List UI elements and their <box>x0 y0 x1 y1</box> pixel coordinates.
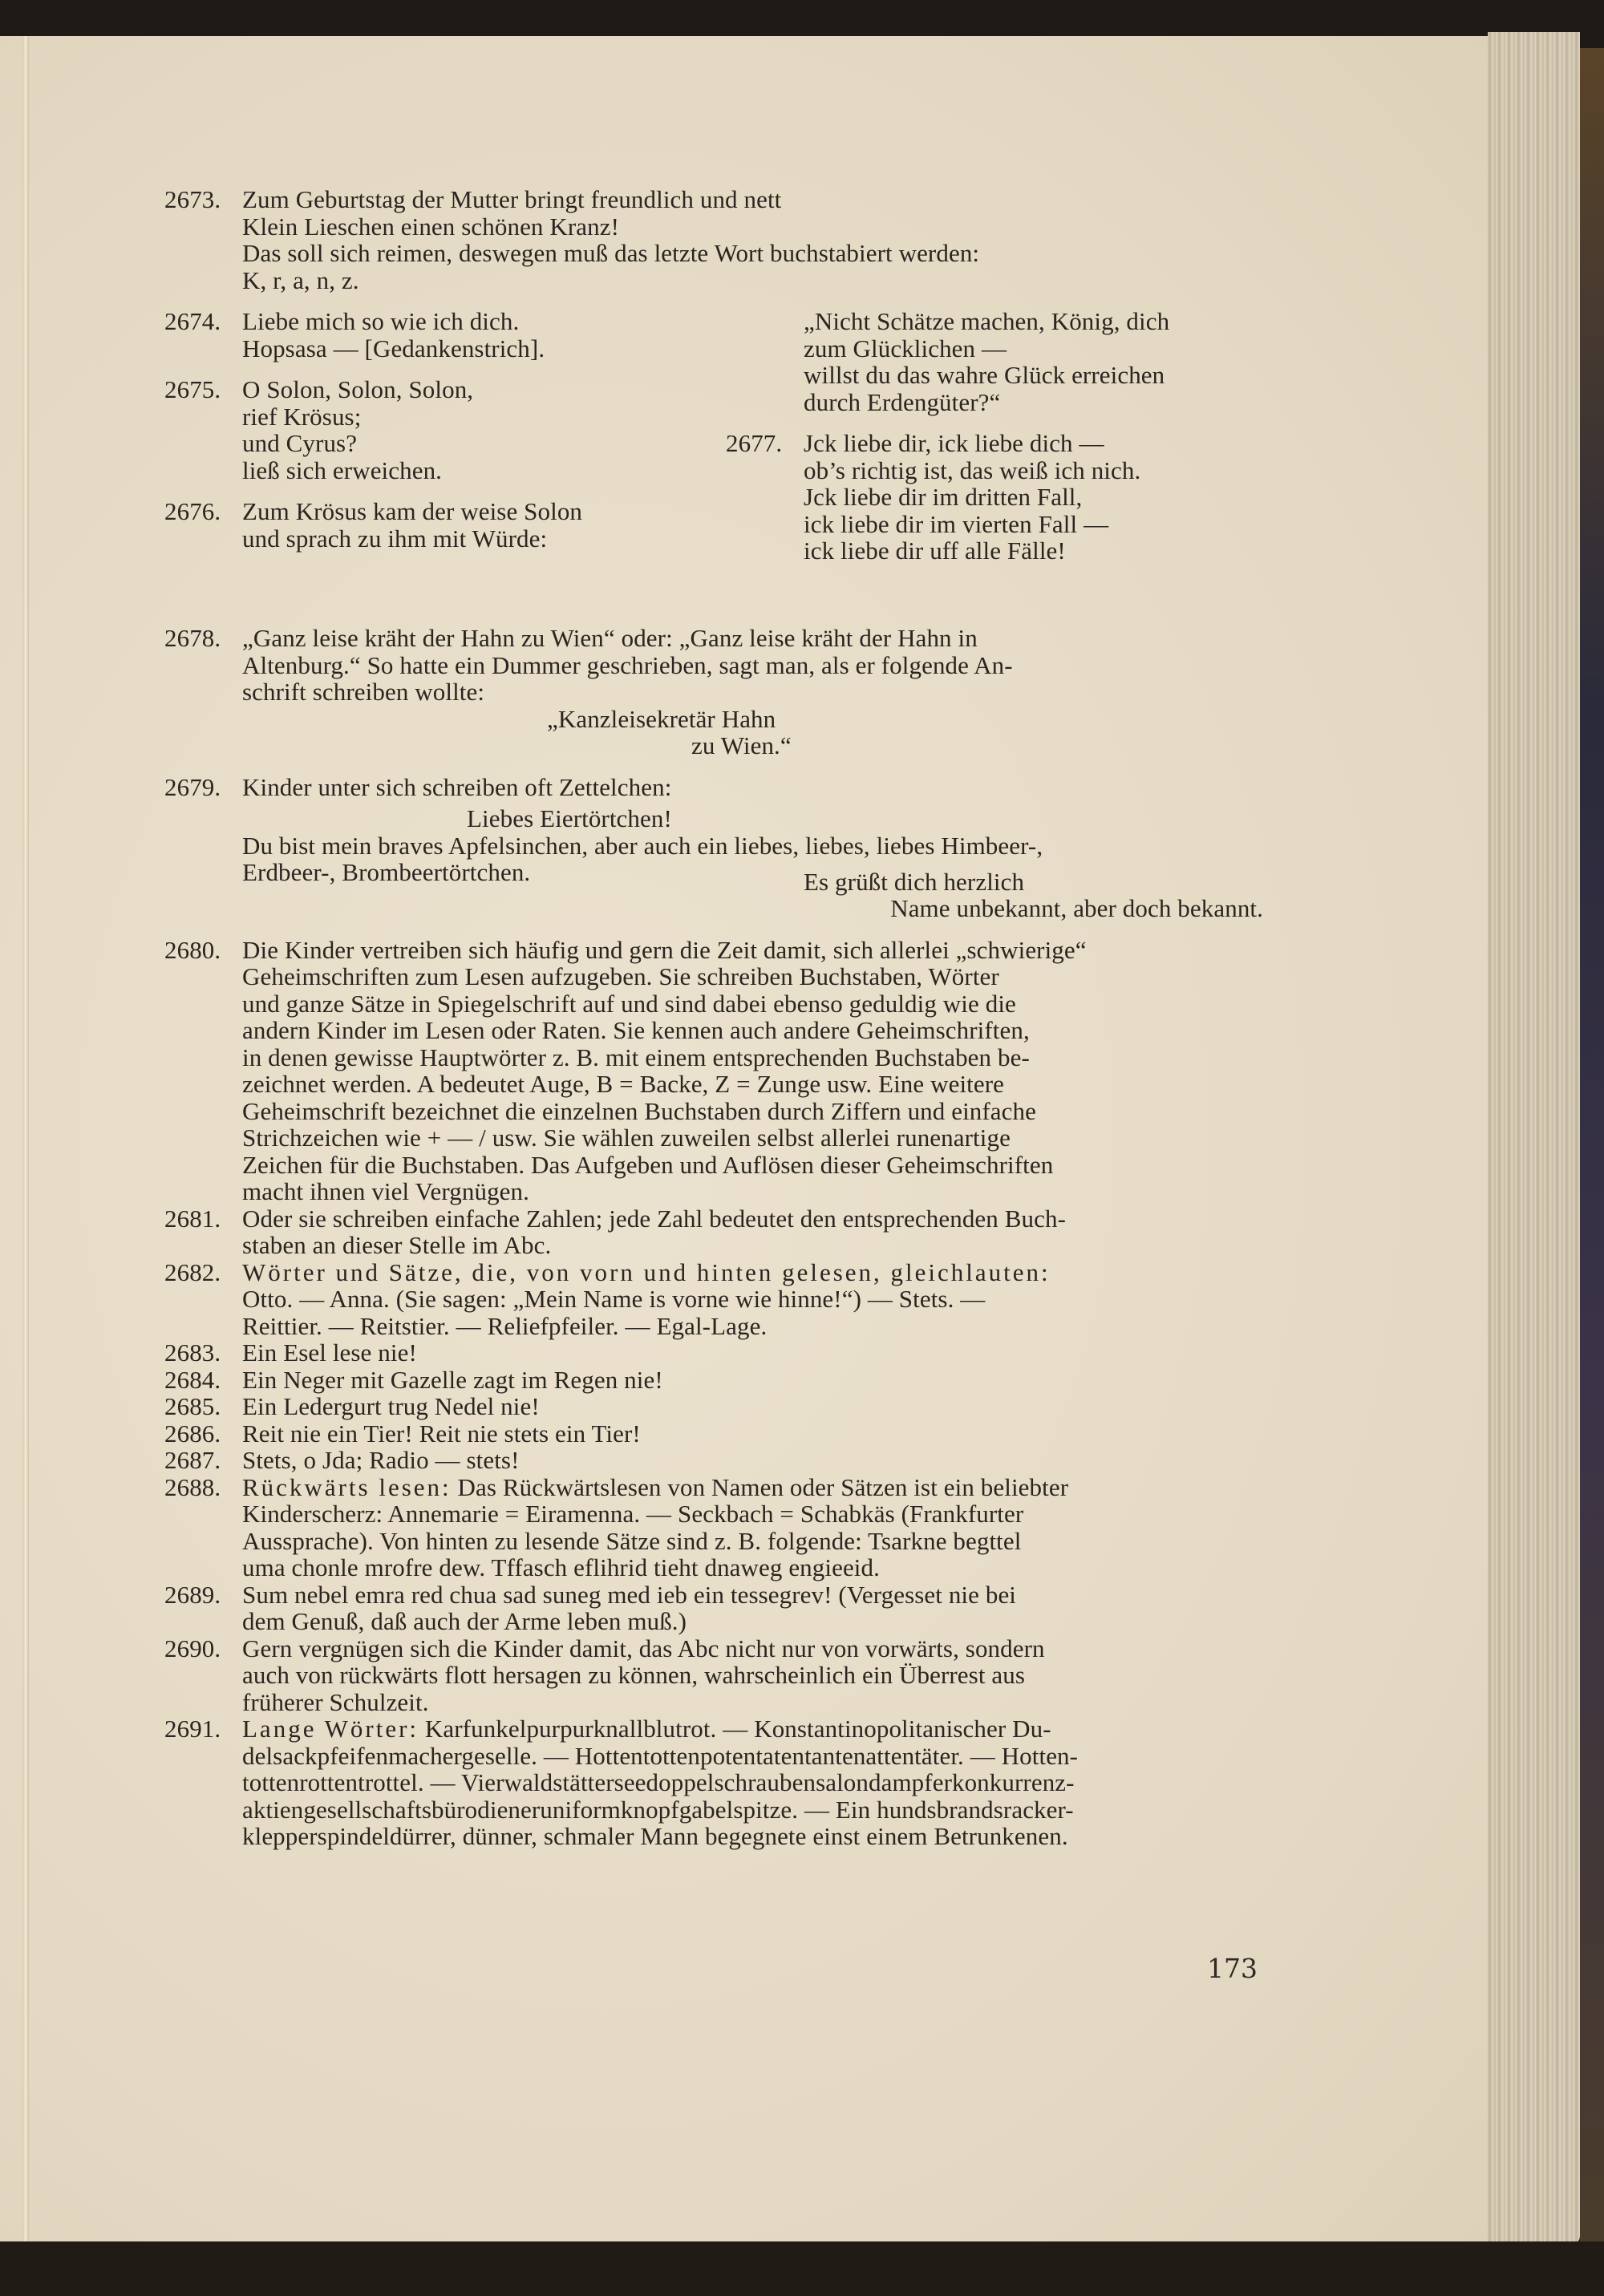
entry-line: aktiengesellschaftsbürodieneruniformknopfgabelspitze. — Ein hundsbrandsracker- <box>242 1795 1074 1824</box>
entry-number: 2689. <box>164 1580 221 1609</box>
entry-line: Karfunkelpurpurknallblutrot. — Konstantinopolitanischer Du- <box>419 1715 1051 1743</box>
entry-line: Die Kinder vertreiben sich häufig und gern die Zeit damit, sich allerlei „schwierige“ <box>242 935 1087 964</box>
entry-line: Zum Geburtstag der Mutter bringt freundlich und nett <box>242 185 782 213</box>
entry-number: 2680. <box>164 935 221 964</box>
entry-line: Gern vergnügen sich die Kinder damit, das Abc nicht nur von vorwärts, sondern <box>242 1634 1045 1662</box>
entry-line: delsackpfeifenmachergeselle. — Hottentottenpotentatentantenattentäter. — Hotten- <box>242 1741 1079 1770</box>
entry-number: 2675. <box>164 375 221 403</box>
entry-2678 <box>164 625 1263 759</box>
entry-line: Aussprache). Von hinten zu lesende Sätze sind z. B. folgende: Tsarkne begttel <box>242 1526 1022 1555</box>
entry-line: früherer Schulzeit. <box>242 1687 429 1716</box>
entry-lead: Rückwärts lesen: <box>242 1472 452 1501</box>
note-signature: Name unbekannt, aber doch bekannt. <box>890 894 1263 922</box>
entry-line: willst du das wahre Glück erreichen <box>804 361 1165 389</box>
entry-line: und sprach zu ihm mit Würde: <box>242 524 548 553</box>
entry-number: 2677. <box>726 429 783 457</box>
entry-line: ließ sich erweichen. <box>242 456 443 484</box>
entry-2689 <box>164 1581 1263 1635</box>
entry-line: Zeichen für die Buchstaben. Das Aufgeben und Auflösen dieser Geheimschriften <box>242 1150 1054 1179</box>
entry-number: 2685. <box>164 1392 221 1420</box>
entry-number: 2690. <box>164 1634 221 1662</box>
entry-number: 2687. <box>164 1446 221 1474</box>
entry-line: Otto. — Anna. (Sie sagen: „Mein Name is vorne wie hinne!“) — Stets. — <box>242 1285 986 1313</box>
entry-line: Stets, o Jda; Radio — stets! <box>242 1446 520 1474</box>
entry-number: 2688. <box>164 1472 221 1501</box>
entry-number: 2679. <box>164 772 221 801</box>
entry-line: durch Erdengüter?“ <box>804 387 1001 416</box>
entry-2673 <box>164 186 1263 294</box>
entry-line: Das soll sich reimen, deswegen muß das letzte Wort buchstabiert werden: <box>242 239 980 267</box>
entry-2684 <box>164 1367 1263 1394</box>
entry-line: Jck liebe dir im dritten Fall, <box>804 483 1083 511</box>
entry-line: Geheimschriften zum Lesen aufzugeben. Sie schreiben Buchstaben, Wörter <box>242 962 999 990</box>
entry-line: ob’s richtig ist, das weiß ich nich. <box>804 456 1141 484</box>
entry-2685 <box>164 1393 1263 1420</box>
entry-2683 <box>164 1339 1263 1367</box>
entry-line: Reit nie ein Tier! Reit nie stets ein Tier! <box>242 1419 641 1448</box>
book-cover-edge <box>1580 48 1604 2262</box>
entry-2690 <box>164 1635 1263 1716</box>
entry-line: staben an dieser Stelle im Abc. <box>242 1231 552 1259</box>
entry-2682 <box>164 1259 1263 1340</box>
entry-line: „Nicht Schätze machen, König, dich <box>804 307 1170 335</box>
entry-line: Geheimschrift bezeichnet die einzelnen Buchstaben durch Ziffern und einfache <box>242 1096 1036 1125</box>
entry-line: uma chonle mrofre dew. Tffasch eflihrid tieht dnaweg engieeid. <box>242 1553 880 1581</box>
entry-line: Ein Esel lese nie! <box>242 1338 417 1367</box>
entry-number: 2681. <box>164 1204 221 1233</box>
entry-number: 2674. <box>164 307 221 335</box>
note-salutation: Liebes Eiertörtchen! <box>467 804 672 832</box>
entry-number: 2678. <box>164 624 221 652</box>
entry-lead: Lange Wörter: <box>242 1715 419 1743</box>
entry-number: 2686. <box>164 1419 221 1448</box>
entry-line: klepperspindeldürrer, dünner, schmaler Mann begegnete einst einem Betrunkenen. <box>242 1822 1068 1850</box>
note-body: Du bist mein braves Apfelsinchen, aber auch ein liebes, liebes, liebes Himbeer-, <box>242 831 1043 860</box>
entry-line: Hopsasa — [Gedankenstrich]. <box>242 334 545 362</box>
entry-number: 2676. <box>164 497 221 525</box>
entry-line: zum Glücklichen — <box>804 334 1007 362</box>
entry-number: 2684. <box>164 1365 221 1394</box>
entry-line: ick liebe dir uff alle Fälle! <box>804 537 1066 565</box>
entry-number: 2673. <box>164 185 221 213</box>
entry-line: ick liebe dir im vierten Fall — <box>804 509 1109 538</box>
book-fore-edge <box>1488 32 1580 2245</box>
entry-line: und Cyrus? <box>242 429 358 457</box>
entry-line: in denen gewisse Hauptwörter z. B. mit einem entsprechenden Buchstaben be- <box>242 1043 1030 1071</box>
entry-line: macht ihnen viel Vergnügen. <box>242 1177 529 1205</box>
entry-2681 <box>164 1205 1263 1259</box>
entry-line: tottenrottentrottel. — Vierwaldstätterseedoppelschraubensalondampferkonkurrenz- <box>242 1768 1075 1796</box>
entry-line: Zum Krösus kam der weise Solon <box>242 497 583 525</box>
entry-number: 2682. <box>164 1257 221 1286</box>
entry-line: Jck liebe dir, ick liebe dich — <box>804 429 1104 457</box>
entry-line: dem Genuß, daß auch der Arme leben muß.) <box>242 1607 687 1635</box>
page-gutter <box>22 36 29 2241</box>
entry-line: Strichzeichen wie + — / usw. Sie wählen zuweilen selbst allerlei runenartige <box>242 1124 1011 1152</box>
entry-line: „Ganz leise kräht der Hahn zu Wien“ oder: „Ganz leise kräht der Hahn in <box>242 624 978 652</box>
entry-2676 <box>164 498 710 552</box>
entry-2675 <box>164 376 710 484</box>
entry-line: Ein Ledergurt trug Nedel nie! <box>242 1392 540 1420</box>
entry-line: Sum nebel emra red chua sad suneg med ieb ein tessegrev! (Vergesset nie bei <box>242 1580 1017 1609</box>
entry-2679 <box>164 774 1263 922</box>
entry-line: Das Rückwärtslesen von Namen oder Sätzen ist ein beliebter <box>451 1472 1069 1501</box>
entry-line: Kinderscherz: Annemarie = Eiramenna. — Seckbach = Schabkäs (Frankfurter <box>242 1500 1024 1528</box>
entry-line: auch von rückwärts flott hersagen zu können, wahrscheinlich ein Überrest aus <box>242 1661 1026 1689</box>
entry-number: 2683. <box>164 1338 221 1367</box>
entry-line: andern Kinder im Lesen oder Raten. Sie kennen auch andere Geheimschriften, <box>242 1016 1030 1044</box>
entry-line: Ein Neger mit Gazelle zagt im Regen nie! <box>242 1365 663 1394</box>
book-cover-bottom <box>0 2241 1604 2296</box>
entry-line: rief Krösus; <box>242 402 362 431</box>
entry-2686 <box>164 1420 1263 1448</box>
entry-line: Oder sie schreiben einfache Zahlen; jede Zahl bedeutet den entsprechenden Buch- <box>242 1204 1066 1233</box>
entry-line: Altenburg.“ So hatte ein Dummer geschrieben, sagt man, als er folgende An- <box>242 650 1013 679</box>
entry-line: Reittier. — Reitstier. — Reliefpfeiler. — Egal-Lage. <box>242 1311 768 1340</box>
entry-line: Wörter und Sätze, die, von vorn und hinten gelesen, gleichlauten: <box>242 1257 1051 1286</box>
address-line-1: „Kanzleisekretär Hahn <box>547 704 776 733</box>
left-column <box>164 308 710 552</box>
entry-line: Klein Lieschen einen schönen Kranz! <box>242 212 620 241</box>
two-column-verses <box>164 308 1263 625</box>
entry-2691 <box>164 1715 1263 1850</box>
entry-line: Liebe mich so wie ich dich. <box>242 307 520 335</box>
note-greeting: Es grüßt dich herzlich <box>804 868 1025 896</box>
right-column <box>726 308 1263 565</box>
entry-2688 <box>164 1474 1263 1581</box>
entry-intro: Kinder unter sich schreiben oft Zettelchen: <box>242 772 672 801</box>
entry-line: O Solon, Solon, Solon, <box>242 375 474 403</box>
note-body: Erdbeer-, Brombeertörtchen. <box>242 858 531 886</box>
entry-number: 2691. <box>164 1715 221 1743</box>
entry-2676-continuation <box>726 308 1263 415</box>
entry-2677 <box>726 430 1263 565</box>
page-text <box>164 186 1263 1850</box>
address-line-2: zu Wien.“ <box>691 731 792 759</box>
entry-2674 <box>164 308 710 362</box>
entry-2687 <box>164 1447 1263 1474</box>
entry-line: K, r, a, n, z. <box>242 265 359 294</box>
page-number: 173 <box>1207 1953 1258 1984</box>
entry-line: und ganze Sätze in Spiegelschrift auf und sind dabei ebenso geduldig wie die <box>242 989 1016 1018</box>
entry-2680 <box>164 937 1263 1205</box>
entry-line: zeichnet werden. A bedeutet Auge, B = Backe, Z = Zunge usw. Eine weitere <box>242 1070 1005 1098</box>
entry-line: schrift schreiben wollte: <box>242 678 485 706</box>
